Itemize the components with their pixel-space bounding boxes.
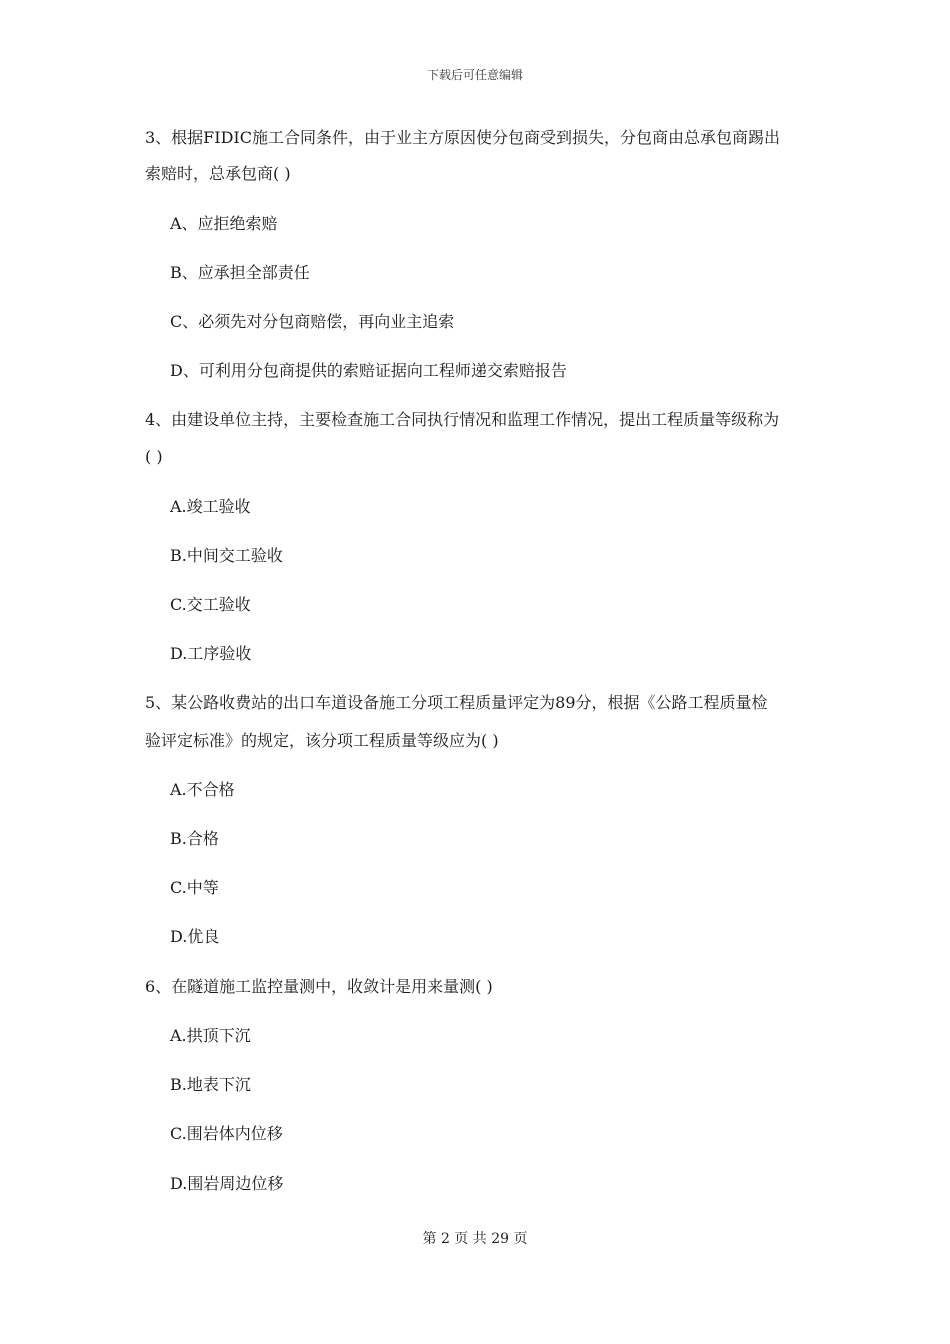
page-header: 下载后可任意编辑	[426, 68, 523, 82]
question-3-line-2: 索赔时，总承包商( )	[145, 164, 291, 183]
question-5-option-d: D.优良	[170, 927, 220, 946]
question-3-option-a: A、应拒绝索赔	[170, 214, 278, 233]
question-3-option-b: B、应承担全部责任	[170, 263, 310, 282]
question-4-option-b: B.中间交工验收	[170, 546, 283, 565]
question-4-option-a: A.竣工验收	[170, 497, 251, 516]
page-footer: 第 2 页 共 29 页	[422, 1231, 528, 1247]
question-4-option-c: C.交工验收	[170, 595, 251, 614]
question-5-option-c: C.中等	[170, 878, 219, 897]
question-4-line-2: ( )	[145, 447, 163, 466]
question-3-line-1: 3、根据FIDIC施工合同条件，由于业主方原因使分包商受到损失，分包商由总承包商踢出	[145, 128, 780, 147]
question-4-line-1: 4、由建设单位主持，主要检查施工合同执行情况和监理工作情况，提出工程质量等级称为	[145, 410, 780, 429]
question-4-option-d: D.工序验收	[170, 644, 252, 663]
question-6-option-c: C.围岩体内位移	[170, 1124, 283, 1143]
question-5-line-1: 5、某公路收费站的出口车道设备施工分项工程质量评定为89分，根据《公路工程质量检	[145, 693, 768, 712]
question-3-option-d: D、可利用分包商提供的索赔证据向工程师递交索赔报告	[170, 361, 567, 380]
question-6-line-1: 6、在隧道施工监控量测中，收敛计是用来量测( )	[145, 977, 493, 996]
question-6-option-b: B.地表下沉	[170, 1075, 251, 1094]
question-5-option-a: A.不合格	[170, 780, 235, 799]
question-3-option-c: C、必须先对分包商赔偿，再向业主追索	[170, 312, 455, 331]
question-6-option-d: D.围岩周边位移	[170, 1174, 284, 1193]
question-5-option-b: B.合格	[170, 829, 219, 848]
question-5-line-2: 验评定标准》的规定，该分项工程质量等级应为( )	[145, 731, 499, 750]
question-6-option-a: A.拱顶下沉	[170, 1026, 251, 1045]
